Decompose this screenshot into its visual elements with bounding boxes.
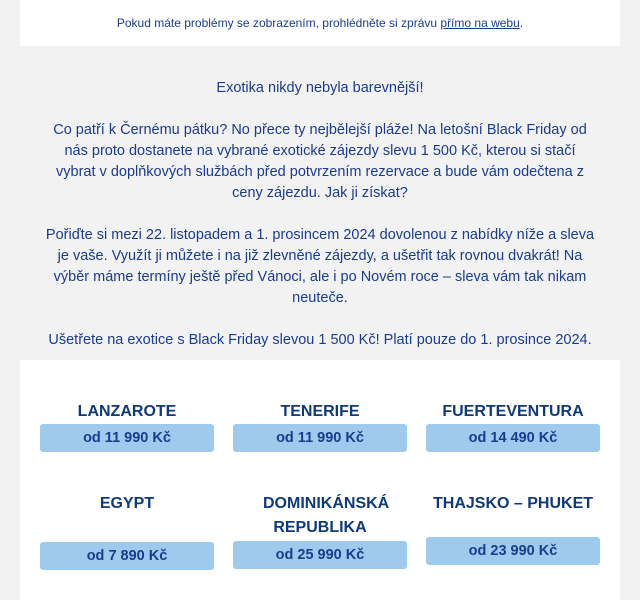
intro-paragraph-2: Pořiďte si mezi 22. listopadem a 1. prosincem 2024 dovolenou z nabídky níže a sleva je vaše. Využít ji můžete i na již zlevněné zájezdy, a ušetřit tak rovnou dvakrát! Na výběr máme termíny ještě před Vánoci, ale i po Novém roce – sleva vám tak nikam neuteče. <box>45 227 595 306</box>
intro-paragraph-3: Ušetřete na exotice s Black Friday slevou 1 500 Kč! Platí pouze do 1. prosince 2024. <box>48 332 592 348</box>
destination-card-dominican-republic[interactable] <box>233 492 407 563</box>
destination-price-button[interactable]: od 25 990 Kč <box>233 541 407 569</box>
destination-price-button[interactable]: od 23 990 Kč <box>426 537 600 565</box>
intro-section <box>20 46 620 360</box>
destination-card-fuerteventura[interactable] <box>426 400 600 446</box>
destination-price-button[interactable]: od 11 990 Kč <box>233 424 407 452</box>
destination-name: LANZAROTE <box>77 403 177 420</box>
destination-price-button[interactable]: od 11 990 Kč <box>40 424 214 452</box>
destination-card-thailand-phuket[interactable] <box>426 492 600 559</box>
destination-name: EGYPT <box>99 495 155 512</box>
web-view-notice <box>20 0 620 46</box>
web-view-notice-suffix: . <box>519 16 524 30</box>
destination-card-tenerife[interactable] <box>233 400 407 446</box>
destination-name: FUERTEVENTURA <box>442 403 584 420</box>
web-view-link[interactable]: přímo na webu <box>440 16 520 30</box>
destination-name: TENERIFE <box>280 403 360 420</box>
destination-name: THAJSKO – PHUKET <box>432 495 594 512</box>
destination-name: DOMINIKÁNSKÁ REPUBLIKA <box>263 495 390 536</box>
web-view-notice-text: Pokud máte problémy se zobrazením, prohlédněte si zprávu <box>116 16 441 30</box>
destination-price-button[interactable]: od 14 490 Kč <box>426 424 600 452</box>
intro-paragraph-1: Co patří k Černému pátku? No přece ty nejbělejší pláže! Na letošní Black Friday od nás proto dostanete na vybrané exotické zájezdy slevu 1 500 Kč, kterou si stačí vybrat v doplňkových službách před potvrzením rezervace a bude vám odečtena z ceny zájezdu. Jak ji získat? <box>53 122 587 201</box>
intro-headline: Exotika nikdy nebyla barevnější! <box>216 80 424 96</box>
destination-card-egypt[interactable] <box>40 492 214 564</box>
destination-card-lanzarote[interactable] <box>40 400 214 446</box>
destinations-grid <box>20 360 620 600</box>
destination-price-button[interactable]: od 7 890 Kč <box>40 542 214 570</box>
